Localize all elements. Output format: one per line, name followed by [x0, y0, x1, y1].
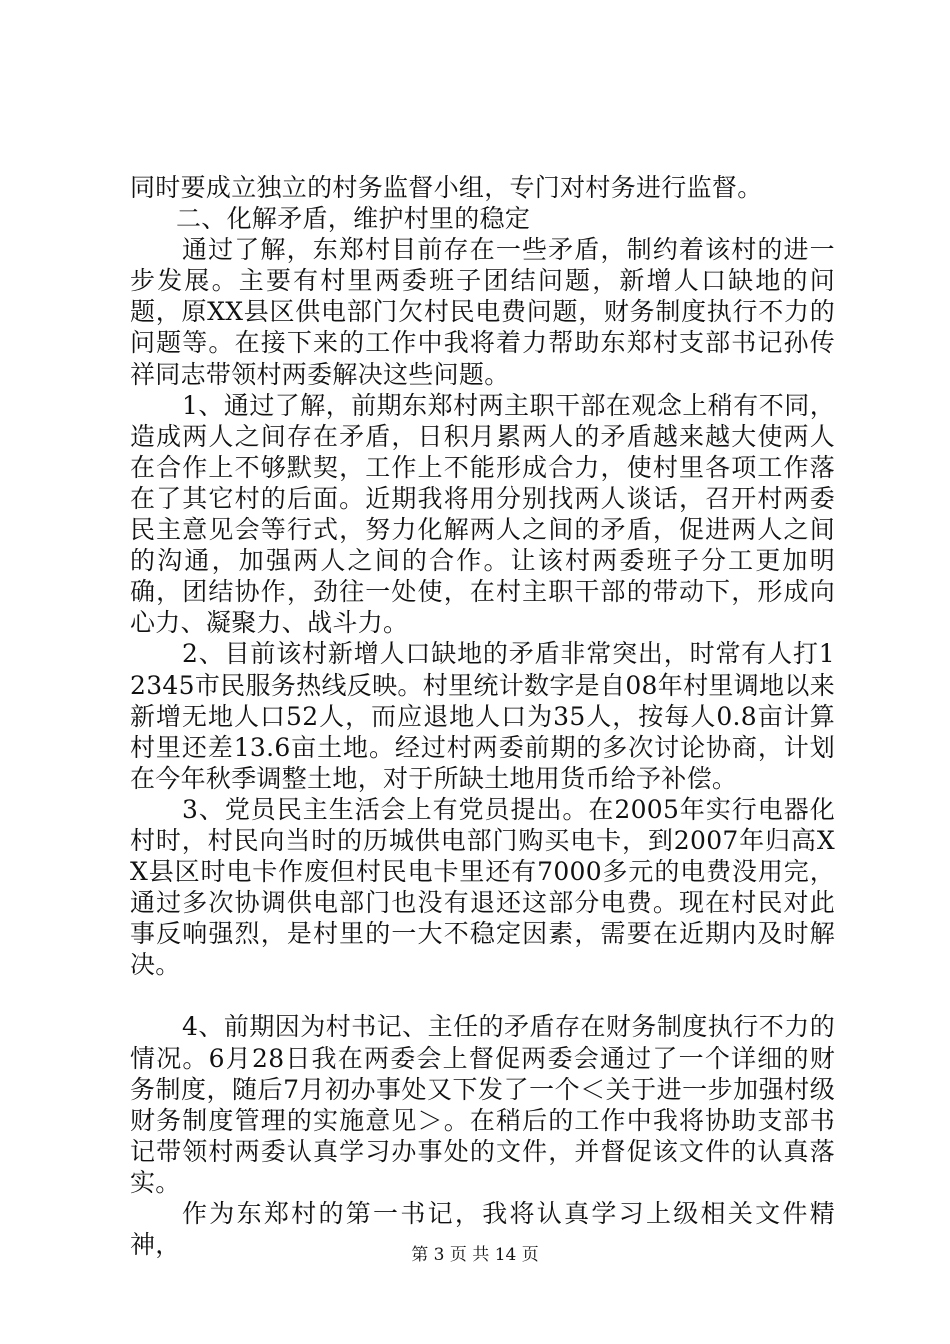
paragraph-item-2: 2、目前该村新增人口缺地的矛盾非常突出，时常有人打12345市民服务热线反映。村里统计数字是自08年村里调地以来新增无地人口52人，而应退地人口为35人，按每人0.8亩计算村里还差13.6亩土地。经过村两委前期的多次讨论协商，计划在今年秋季调整土地，对于所缺土地用货币给予补偿。 — [130, 639, 835, 793]
paragraph-item-4: 4、前期因为村书记、主任的矛盾存在财务制度执行不力的情况。6月28日我在两委会上督促两委会通过了一个详细的财务制度，随后7月初办事处又下发了一个＜关于进一步加强村级财务制度管理的实施意见＞。在稍后的工作中我将协助支部书记带领村两委认真学习办事处的文件，并督促该文件的认真落实。 — [130, 1012, 835, 1197]
paragraph-item-1: 1、通过了解，前期东郑村两主职干部在观念上稍有不同，造成两人之间存在矛盾，日积月累两人的矛盾越来越大使两人在合作上不够默契，工作上不能形成合力，使村里各项工作落在了其它村的后面。近期我将用分别找两人谈话，召开村两委民主意见会等行式，努力化解两人之间的矛盾，促进两人之间的沟通，加强两人之间的合作。让该村两委班子分工更加明确，团结协作，劲往一处使，在村主职干部的带动下，形成向心力、凝聚力、战斗力。 — [130, 390, 835, 638]
page-number-footer: 第 3 页 共 14 页 — [411, 1245, 539, 1265]
section-heading: 二、化解矛盾，维护村里的稳定 — [176, 204, 531, 234]
paragraph-gap — [130, 980, 835, 1011]
paragraph-closing: 作为东郑村的第一书记，我将认真学习上级相关文件精神， — [130, 1199, 835, 1260]
paragraph-item-3: 3、党员民主生活会上有党员提出。在2005年实行电器化村时，村民向当时的历城供电部门购买电卡，到2007年归高XX县区时电卡作废但村民电卡里还有7000多元的电费没用完，通过多次协调供电部门也没有退还这部分电费。现在村民对此事反响强烈，是村里的一大不稳定因素，需要在近期内及时解决。 — [130, 794, 835, 980]
paragraph-overview: 通过了解，东郑村目前存在一些矛盾，制约着该村的进一步发展。主要有村里两委班子团结问题，新增人口缺地的问题，原XX县区供电部门欠村民电费问题，财务制度执行不力的问题等。在接下来的工作中我将着力帮助东郑村支部书记孙传祥同志带领村两委解决这些问题。 — [130, 235, 835, 389]
paragraph-continuation: 同时要成立独立的村务监督小组，专门对村务进行监督。 — [130, 173, 763, 202]
document-body — [130, 172, 835, 1260]
